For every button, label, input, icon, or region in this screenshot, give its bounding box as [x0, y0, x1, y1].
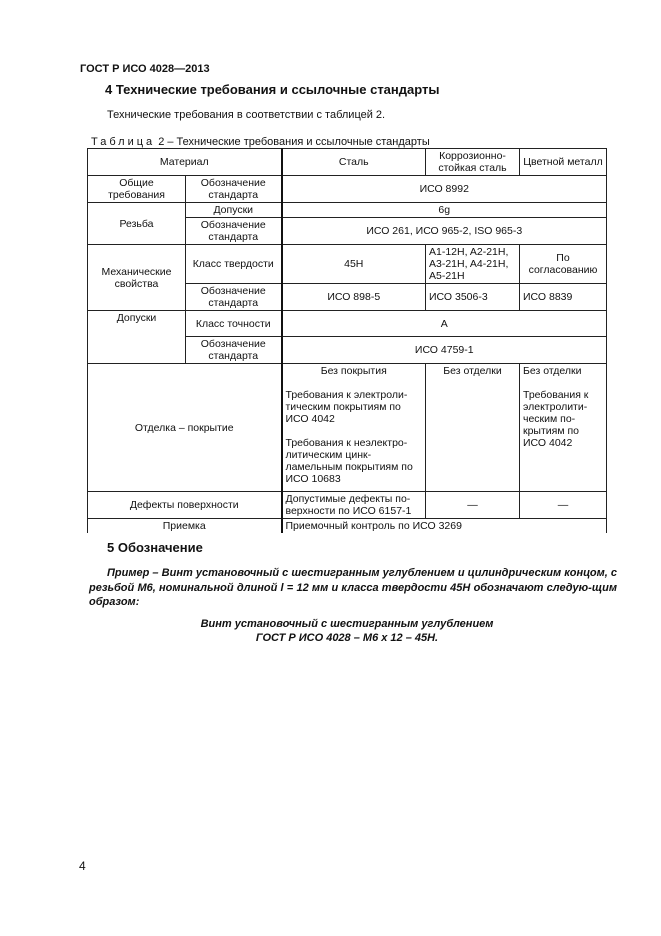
general-label: Общие требования	[88, 176, 186, 203]
section-4-title: 4 Технические требования и ссылочные стандарты	[105, 82, 440, 97]
standard-header: ГОСТ Р ИСО 4028—2013	[80, 63, 210, 75]
head-material: Материал	[88, 149, 282, 176]
thread-label: Резьба	[88, 203, 186, 245]
finish-steel-2: Требования к электроли-тическим покрытиям по ИСО 4042	[285, 389, 408, 425]
finish-steel	[282, 364, 426, 492]
mech-stainless: A1-12H, A2-21H, A3-21H, A4-21H, A5-21H	[426, 245, 520, 284]
finish-nonferrous-2: Требования к электролити-ческим по-крытиям по ИСО 4042	[523, 389, 589, 449]
designation-block	[90, 617, 604, 645]
tolerances-class-value: A	[282, 311, 607, 337]
acceptance-label: Приемка	[88, 519, 282, 534]
table-row-finish	[88, 364, 607, 492]
mech-std-label: Обозначение стандарта	[186, 284, 282, 311]
table-row-thread-tol	[88, 203, 607, 218]
table-row-acceptance	[88, 519, 607, 534]
designation-line-2: ГОСТ Р ИСО 4028 – М6 х 12 – 45Н.	[255, 632, 439, 644]
table-row-tol-class	[88, 311, 607, 337]
general-value: ИСО 8992	[282, 176, 607, 203]
thread-tol-label: Допуски	[186, 203, 282, 218]
table-caption	[91, 136, 430, 148]
table-header-row	[88, 149, 607, 176]
mech-steel: 45H	[282, 245, 426, 284]
designation-example-text: Пример – Винт установочный с шестигранным углублением и цилиндрическим концом, с резьбой М6, номинальной длиной l = 12 мм и класса твердости 45Н обозначают следую-щим образом:	[89, 567, 617, 608]
acceptance-value: Приемочный контроль по ИСО 3269	[282, 519, 607, 534]
table-row-general	[88, 176, 607, 203]
page-number: 4	[79, 859, 86, 873]
thread-tol-value: 6g	[282, 203, 607, 218]
table-caption-word: Таблица	[91, 136, 156, 148]
tolerances-label: Допуски	[88, 311, 186, 364]
designation-line-1: Винт установочный с шестигранным углублением	[200, 618, 494, 630]
designation-example	[89, 566, 617, 610]
tolerances-std-value: ИСО 4759-1	[282, 337, 607, 364]
finish-label: Отделка – покрытие	[88, 364, 282, 492]
head-stainless: Коррозионно-стойкая сталь	[426, 149, 520, 176]
requirements-table	[87, 148, 607, 533]
mech-std-nonferrous: ИСО 8839	[520, 284, 607, 311]
table-caption-text: 2 – Технические требования и ссылочные стандарты	[155, 136, 430, 148]
mech-label: Механические свойства	[88, 245, 186, 311]
defects-stainless: —	[426, 492, 520, 519]
table-row-defects	[88, 492, 607, 519]
tolerances-std-label: Обозначение стандарта	[186, 337, 282, 364]
general-sub: Обозначение стандарта	[186, 176, 282, 203]
finish-stainless: Без отделки	[426, 364, 520, 492]
thread-std-value: ИСО 261, ИСО 965-2, ISO 965-3	[282, 218, 607, 245]
finish-steel-3: Требования к неэлектро-литическим цинк-ламельным покрытиям по ИСО 10683	[285, 437, 413, 485]
mech-class-label: Класс твердости	[186, 245, 282, 284]
table-row-mech-class	[88, 245, 607, 284]
defects-nonferrous: —	[520, 492, 607, 519]
thread-std-label: Обозначение стандарта	[186, 218, 282, 245]
defects-steel: Допустимые дефекты по-верхности по ИСО 6157-1	[282, 492, 426, 519]
mech-std-stainless: ИСО 3506-3	[426, 284, 520, 311]
tolerances-class-label: Класс точности	[186, 311, 282, 337]
finish-steel-1: Без покрытия	[320, 365, 387, 377]
finish-nonferrous-1: Без отделки	[523, 365, 582, 377]
section-4-intro: Технические требования в соответствии с таблицей 2.	[107, 109, 386, 121]
mech-nonferrous: По согласованию	[520, 245, 607, 284]
head-nonferrous: Цветной металл	[520, 149, 607, 176]
mech-std-steel: ИСО 898-5	[282, 284, 426, 311]
defects-label: Дефекты поверхности	[88, 492, 282, 519]
head-steel: Сталь	[282, 149, 426, 176]
section-5-title: 5 Обозначение	[107, 540, 203, 555]
finish-nonferrous	[520, 364, 607, 492]
